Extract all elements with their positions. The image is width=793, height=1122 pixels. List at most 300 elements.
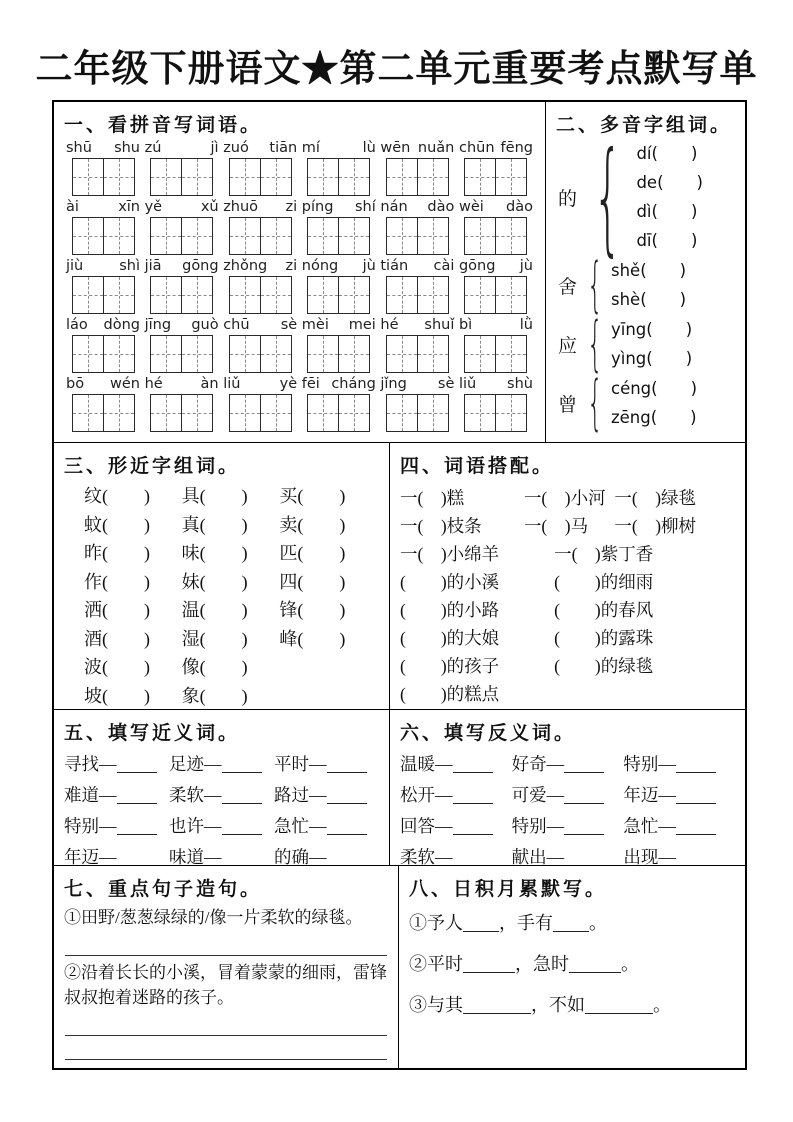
answer-blank	[117, 849, 157, 865]
similar-char-item: 味( )	[181, 543, 248, 563]
curly-brace: {	[587, 250, 603, 320]
curly-brace: {	[587, 368, 603, 438]
pinyin-label	[145, 317, 219, 334]
tianzige-cell	[465, 277, 496, 313]
word-match-item: ( )的小溪	[400, 572, 500, 592]
answer-blank	[453, 818, 493, 835]
tianzige-cell	[465, 336, 496, 372]
pinyin-syllable: zhuō	[223, 199, 259, 215]
antonym-word: 温暖—	[400, 754, 453, 774]
dictation-text: ②平时	[409, 954, 463, 974]
polyphone-char: 曾	[558, 395, 578, 416]
tianzige-cell	[387, 395, 418, 431]
tianzige-cell	[151, 395, 182, 431]
answer-blank	[222, 849, 262, 865]
answer-blank	[463, 956, 515, 973]
pinyin-syllable: mei	[348, 317, 376, 333]
tianzige-cell	[339, 218, 369, 254]
section-6-title: 六、填写反义词。	[400, 723, 577, 744]
pinyin-label	[66, 317, 140, 334]
cell-pinyin-words	[54, 102, 546, 442]
pinyin-word	[459, 317, 533, 373]
similar-char-item: 蚊( )	[84, 514, 150, 535]
pinyin-row-3	[64, 258, 535, 314]
tianzige-cell	[261, 159, 291, 195]
tianzige-box	[464, 276, 527, 314]
synonym-word: 也许—	[169, 816, 222, 836]
tianzige-cell	[151, 159, 182, 195]
section-3-title: 三、形近字组词。	[64, 456, 241, 477]
dictation-text: ，急时	[515, 954, 569, 974]
pinyin-syllable: guò	[191, 317, 219, 333]
antonym-word: 可爱—	[511, 785, 565, 805]
pinyin-row-1	[64, 140, 535, 196]
dictation-line-1	[409, 903, 735, 944]
tianzige-box	[72, 394, 135, 432]
similar-char-item: 匹( )	[279, 543, 346, 563]
dictation-text: ，手有	[499, 913, 553, 933]
pinyin-syllable: fēng	[500, 140, 533, 156]
tianzige-box	[464, 217, 527, 255]
pinyin-word	[223, 376, 297, 432]
answer-blank	[117, 756, 157, 773]
polyphone-char: 舍	[558, 277, 578, 298]
pinyin-syllable: chūn	[458, 140, 495, 156]
antonym-item	[400, 780, 512, 811]
tianzige-box	[229, 335, 292, 373]
similar-char-item: 象( )	[181, 685, 248, 706]
pinyin-word	[459, 376, 533, 432]
table-row-1	[54, 102, 745, 443]
pinyin-syllable: zuó	[223, 140, 249, 156]
tianzige-cell	[496, 277, 526, 313]
tianzige-cell	[261, 395, 291, 431]
word-match-item: ( )的露珠	[554, 628, 654, 648]
tianzige-cell	[387, 277, 418, 313]
pinyin-word	[302, 140, 376, 196]
pinyin-word	[145, 199, 219, 255]
cell-polyphone	[546, 102, 745, 442]
tianzige-box	[386, 158, 449, 196]
synonym-item	[274, 749, 379, 780]
polyphone-reading: shè( )	[611, 289, 687, 309]
section-similar-chars	[54, 443, 389, 709]
tianzige-cell	[73, 395, 104, 431]
pinyin-word	[223, 258, 297, 314]
tianzige-box	[72, 217, 135, 255]
tianzige-cell	[230, 218, 261, 254]
answer-blank	[327, 818, 367, 835]
pinyin-label	[459, 376, 533, 393]
similar-char-item: 真( )	[181, 514, 248, 535]
curly-brace: {	[593, 125, 623, 269]
similar-char-item: 昨( )	[84, 543, 150, 563]
synonym-item	[274, 780, 379, 811]
pinyin-word	[223, 140, 297, 196]
pinyin-syllable: wén	[110, 376, 140, 392]
tianzige-box	[150, 217, 213, 255]
pinyin-syllable: xǔ	[200, 199, 219, 215]
tianzige-cell	[387, 218, 418, 254]
similar-char-item: 纹( )	[84, 486, 150, 506]
word-match-item: 一( )小绵羊	[400, 544, 500, 564]
word-match-item: ( )的细雨	[554, 572, 654, 592]
pinyin-word	[66, 140, 140, 196]
synonym-word: 急忙—	[274, 816, 327, 836]
antonym-word: 松开—	[400, 785, 453, 805]
antonym-item	[623, 780, 735, 811]
tianzige-cell	[151, 218, 182, 254]
synonym-word: 特别—	[64, 816, 117, 836]
answer-line	[65, 1036, 387, 1060]
tianzige-cell	[104, 159, 134, 195]
tianzige-cell	[418, 395, 448, 431]
pinyin-syllable: shuǐ	[424, 317, 455, 333]
antonym-word: 柔软—	[400, 847, 453, 865]
synonyms-grid	[64, 747, 379, 865]
polyphone-char: 应	[558, 336, 578, 357]
tianzige-cell	[418, 277, 448, 313]
polyphone-readings	[611, 316, 692, 373]
pinyin-syllable: liǔ	[458, 376, 477, 392]
tianzige-cell	[73, 336, 104, 372]
pinyin-word	[145, 317, 219, 373]
dictation-line-2	[409, 944, 735, 985]
answer-blank	[222, 787, 262, 804]
antonym-item	[400, 811, 512, 842]
pinyin-word	[380, 258, 454, 314]
pinyin-label	[380, 317, 454, 334]
pinyin-syllable: sè	[437, 376, 455, 392]
tianzige-box	[386, 217, 449, 255]
synonym-item	[64, 842, 169, 865]
table-row-4	[54, 866, 745, 1068]
antonym-item	[400, 842, 512, 865]
section-polyphone	[546, 102, 745, 442]
tianzige-cell	[261, 277, 291, 313]
tianzige-cell	[465, 218, 496, 254]
pinyin-syllable: liǔ	[223, 376, 241, 392]
tianzige-cell	[308, 277, 339, 313]
pinyin-syllable: hé	[144, 376, 163, 392]
answer-line	[65, 932, 387, 956]
pinyin-syllable: jīng	[144, 317, 172, 333]
pinyin-label	[145, 258, 219, 275]
pinyin-syllable: tiān	[269, 140, 298, 156]
cell-accumulation	[399, 866, 745, 1068]
synonym-word: 的确—	[274, 847, 327, 865]
pinyin-label	[380, 140, 454, 157]
word-match-row	[400, 596, 735, 624]
antonym-word: 急忙—	[623, 816, 676, 836]
antonym-item	[623, 749, 735, 780]
table-row-3	[54, 710, 745, 866]
pinyin-word	[380, 140, 454, 196]
pinyin-label	[223, 140, 297, 157]
pinyin-label	[66, 376, 140, 393]
word-match-row	[400, 568, 735, 596]
pinyin-word	[223, 199, 297, 255]
similar-char-item: 四( )	[279, 571, 346, 592]
tianzige-cell	[230, 277, 261, 313]
tianzige-cell	[182, 277, 212, 313]
pinyin-label	[380, 376, 454, 393]
polyphone-group	[558, 250, 735, 320]
similar-char-item	[279, 682, 377, 710]
pinyin-syllable: chū	[223, 317, 250, 333]
answer-line	[65, 1012, 387, 1036]
similar-char-item: 峰( )	[279, 628, 346, 649]
antonyms-grid	[400, 747, 735, 865]
page-title: 二年级下册语文★第二单元重要考点默写单	[35, 49, 758, 90]
pinyin-syllable: cháng	[331, 376, 376, 392]
antonym-word: 好奇—	[511, 754, 565, 774]
pinyin-label	[145, 199, 219, 216]
tianzige-cell	[387, 159, 418, 195]
synonym-word: 路过—	[274, 785, 327, 805]
tianzige-cell	[339, 336, 369, 372]
polyphone-group	[558, 309, 735, 379]
pinyin-syllable: shu	[114, 140, 140, 156]
pinyin-syllable: tián	[380, 258, 409, 274]
pinyin-syllable: jǐng	[380, 376, 407, 392]
similar-char-item: 像( )	[181, 657, 248, 677]
tianzige-cell	[496, 218, 526, 254]
dictation-text: 。	[621, 954, 639, 974]
answer-blank	[222, 818, 262, 835]
answer-blank	[553, 915, 589, 932]
tianzige-cell	[182, 395, 212, 431]
pinyin-word	[223, 317, 297, 373]
similar-char-item: 波( )	[84, 657, 150, 677]
tianzige-box	[386, 394, 449, 432]
dictation-text: ③与其	[409, 995, 463, 1015]
word-match-row	[400, 652, 735, 680]
pinyin-syllable: yè	[279, 376, 298, 392]
synonym-word: 难道—	[64, 785, 117, 805]
word-match-item: 一( )马	[523, 516, 589, 536]
similar-char-item: 买( )	[279, 486, 346, 506]
pinyin-syllable: zi	[285, 258, 298, 274]
antonym-item	[512, 842, 624, 865]
tianzige-box	[464, 158, 527, 196]
table-row-2	[54, 443, 745, 710]
word-match-item: 一( )柳树	[614, 516, 697, 536]
pinyin-label	[302, 140, 376, 157]
synonym-word: 寻找—	[64, 754, 117, 774]
antonym-word: 特别—	[511, 816, 565, 836]
antonym-word: 年迈—	[623, 785, 676, 805]
pinyin-syllable: zú	[144, 140, 162, 156]
tianzige-box	[72, 158, 135, 196]
section-synonyms	[54, 710, 389, 865]
pinyin-label	[302, 199, 376, 216]
synonym-item	[169, 749, 274, 780]
answer-blank	[564, 787, 604, 804]
similar-char-item: 洒( )	[84, 600, 150, 620]
pinyin-syllable: jiā	[144, 258, 162, 274]
answer-blank	[676, 787, 716, 804]
pinyin-syllable: fēi	[301, 376, 320, 392]
tianzige-cell	[73, 277, 104, 313]
pinyin-label	[145, 140, 219, 157]
pinyin-syllable: hé	[380, 317, 399, 333]
word-match-item: ( )的孩子	[400, 656, 500, 676]
pinyin-syllable: lù	[362, 140, 376, 156]
answer-blank	[222, 756, 262, 773]
polyphone-reading: dī( )	[636, 231, 698, 250]
antonym-word: 特别—	[623, 754, 676, 774]
antonym-item	[400, 749, 512, 780]
tianzige-cell	[339, 277, 369, 313]
pinyin-syllable: láo	[66, 317, 88, 333]
pinyin-label	[459, 258, 533, 275]
word-match-row	[400, 484, 735, 512]
tianzige-cell	[261, 218, 291, 254]
tianzige-cell	[308, 218, 339, 254]
tianzige-box	[386, 335, 449, 373]
section-7-title: 七、重点句子造句。	[64, 879, 263, 900]
tianzige-cell	[496, 395, 526, 431]
pinyin-syllable: nán	[380, 199, 408, 215]
answer-blank	[453, 849, 493, 865]
answer-blank	[327, 756, 367, 773]
tianzige-box	[307, 394, 370, 432]
answer-blank	[453, 756, 493, 773]
tianzige-cell	[308, 159, 339, 195]
word-match-item: 一( )小河	[523, 488, 606, 508]
tianzige-box	[307, 217, 370, 255]
pinyin-label	[459, 140, 533, 157]
section-2-title: 二、多音字组词。	[556, 115, 733, 136]
section-sentences	[54, 866, 398, 1068]
sentence-2: ②沿着长长的小溪，冒着蒙蒙的细雨，雷锋叔叔抱着迷路的孩子。	[64, 963, 387, 1007]
tianzige-cell	[230, 395, 261, 431]
answer-blank	[676, 818, 716, 835]
pinyin-syllable: yě	[144, 199, 163, 215]
pinyin-syllable: shì	[119, 258, 140, 274]
pinyin-syllable: mí	[301, 140, 320, 156]
pinyin-syllable: cài	[433, 258, 455, 274]
word-match-item: 一( )绿毯	[614, 488, 697, 508]
dictation-text: 。	[589, 913, 607, 933]
pinyin-syllable: àn	[200, 376, 219, 392]
word-match-item: ( )的春风	[554, 600, 654, 620]
pinyin-word	[459, 140, 533, 196]
polyphone-reading: zēng( )	[611, 407, 697, 427]
synonym-item	[64, 780, 169, 811]
dictation-text: 。	[653, 995, 671, 1015]
pinyin-syllable: jì	[210, 140, 219, 156]
antonym-word: 回答—	[400, 816, 453, 836]
pinyin-word	[380, 376, 454, 432]
pinyin-word	[145, 376, 219, 432]
pinyin-syllable: píng	[301, 199, 334, 215]
tianzige-cell	[418, 218, 448, 254]
section-4-title: 四、词语搭配。	[400, 456, 555, 477]
word-match-item: 一( )紫丁香	[554, 544, 654, 564]
pinyin-syllable: jù	[362, 258, 376, 274]
cell-word-matching	[390, 443, 745, 709]
answer-blank	[327, 787, 367, 804]
tianzige-box	[150, 158, 213, 196]
synonym-word: 足迹—	[169, 754, 222, 774]
tianzige-box	[72, 335, 135, 373]
similar-char-item: 酒( )	[84, 628, 150, 649]
dictation-text: ，不如	[531, 995, 585, 1015]
pinyin-word	[145, 140, 219, 196]
polyphone-reading: dì( )	[636, 202, 698, 221]
dictation-line-3	[409, 985, 735, 1026]
section-word-matching	[390, 443, 745, 709]
tianzige-cell	[387, 336, 418, 372]
answer-blank	[463, 997, 531, 1014]
pinyin-label	[66, 199, 140, 216]
tianzige-box	[307, 276, 370, 314]
pinyin-word	[66, 317, 140, 373]
similar-char-item: 湿( )	[181, 628, 248, 649]
cell-sentences	[54, 866, 399, 1068]
tianzige-cell	[182, 218, 212, 254]
pinyin-word	[66, 376, 140, 432]
section-8-title: 八、日积月累默写。	[409, 879, 608, 900]
polyphone-reading: yīng( )	[611, 320, 693, 339]
pinyin-label	[145, 376, 219, 393]
pinyin-label	[223, 199, 297, 216]
cell-similar-chars	[54, 443, 390, 709]
word-match-item: ( )的大娘	[400, 628, 500, 648]
answer-blank	[564, 849, 604, 865]
pinyin-row-2	[64, 199, 535, 255]
pinyin-word	[380, 317, 454, 373]
tianzige-cell	[465, 395, 496, 431]
section-pinyin-words	[54, 102, 545, 442]
synonym-item	[169, 780, 274, 811]
pinyin-syllable: xīn	[118, 199, 140, 215]
tianzige-cell	[308, 336, 339, 372]
tianzige-cell	[230, 336, 261, 372]
polyphone-char: 的	[558, 188, 578, 210]
tianzige-cell	[73, 159, 104, 195]
pinyin-syllable: jiù	[66, 258, 84, 274]
similar-char-item: 锋( )	[279, 600, 346, 620]
answer-blank	[117, 818, 157, 835]
word-match-row	[400, 680, 735, 708]
answer-blank	[564, 756, 604, 773]
tianzige-cell	[151, 336, 182, 372]
synonym-item	[274, 842, 379, 865]
antonym-item	[512, 749, 624, 780]
tianzige-cell	[104, 277, 134, 313]
tianzige-box	[307, 158, 370, 196]
pinyin-syllable: jù	[519, 258, 533, 274]
synonym-item	[64, 811, 169, 842]
tianzige-cell	[308, 395, 339, 431]
pinyin-word	[459, 258, 533, 314]
worksheet-table	[52, 100, 747, 1070]
tianzige-cell	[104, 395, 134, 431]
similar-char-item: 坡( )	[84, 685, 150, 706]
sentence-1: ①田野/葱葱绿绿的/像一片柔软的绿毯。	[64, 908, 363, 927]
pinyin-word	[302, 199, 376, 255]
synonym-item	[64, 749, 169, 780]
synonym-word: 年迈—	[64, 847, 117, 865]
pinyin-word	[145, 258, 219, 314]
pinyin-label	[380, 258, 454, 275]
word-match-row	[400, 540, 735, 568]
answer-blank	[676, 849, 716, 865]
answer-blank	[117, 787, 157, 804]
